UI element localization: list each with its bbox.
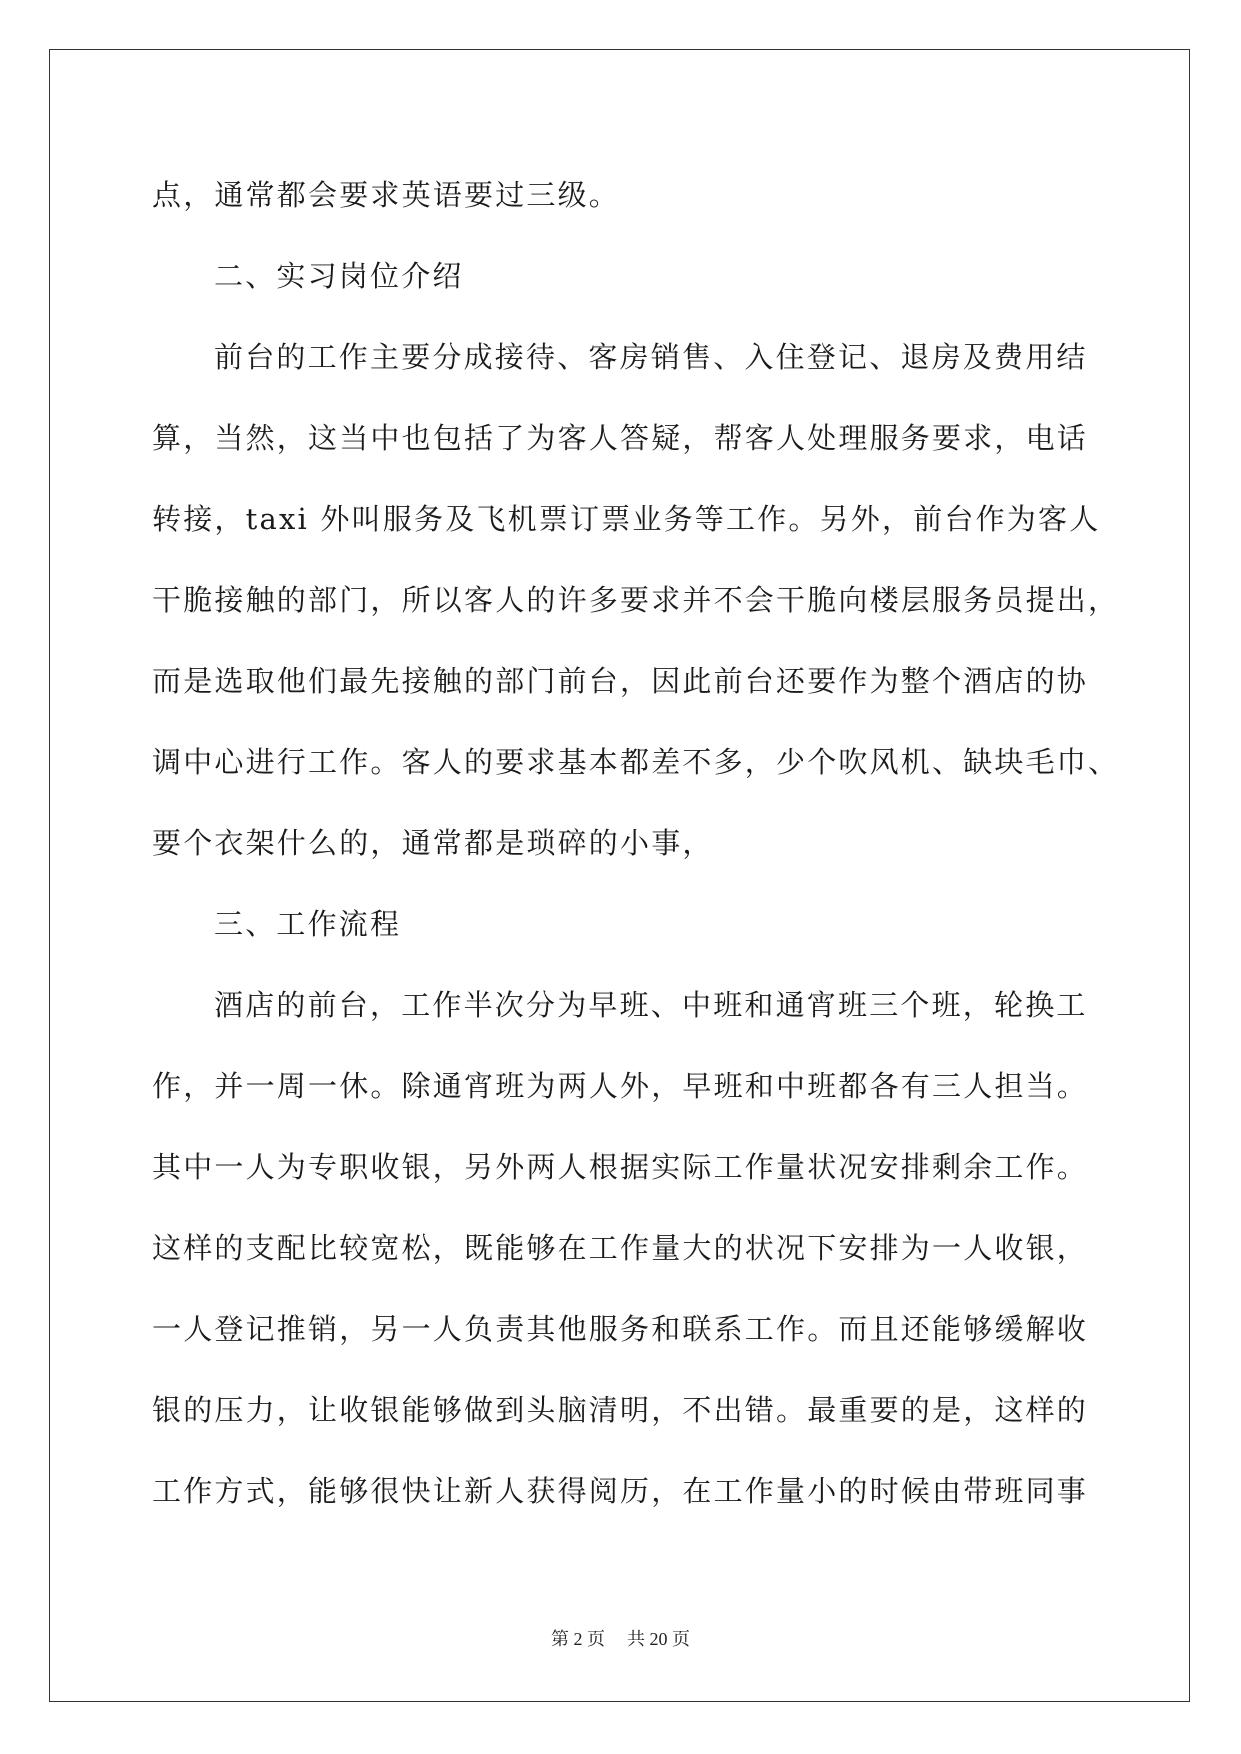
text-line: 点，通常都会要求英语要过三级。 bbox=[152, 178, 621, 212]
text-line: 而是选取他们最先接触的部门前台，因此前台还要作为整个酒店的协 bbox=[152, 664, 1089, 698]
text-line: 酒店的前台，工作半次分为早班、中班和通宵班三个班，轮换工 bbox=[214, 988, 1088, 1022]
text-line: 工作方式，能够很快让新人获得阅历，在工作量小的时候由带班同事 bbox=[152, 1474, 1089, 1508]
total-pages: 共 20 页 bbox=[627, 1629, 690, 1649]
text-line: 银的压力，让收银能够做到头脑清明，不出错。最重要的是，这样的 bbox=[152, 1393, 1089, 1427]
text-line: 算，当然，这当中也包括了为客人答疑，帮客人处理服务要求，电话 bbox=[152, 421, 1089, 455]
text-line: 作，并一周一休。除通宵班为两人外，早班和中班都各有三人担当。 bbox=[152, 1069, 1089, 1103]
text-line: 转接，taxi 外叫服务及飞机票订票业务等工作。另外，前台作为客人 bbox=[152, 502, 1101, 536]
text-line: 其中一人为专职收银，另外两人根据实际工作量状况安排剩余工作。 bbox=[152, 1150, 1089, 1184]
page-number: 第 2 页 bbox=[551, 1629, 605, 1649]
section-heading: 三、工作流程 bbox=[214, 907, 402, 941]
document-body bbox=[152, 155, 1120, 1532]
page-footer bbox=[0, 1625, 1241, 1651]
text-line: 一人登记推销，另一人负责其他服务和联系工作。而且还能够缓解收 bbox=[152, 1312, 1089, 1346]
text-line: 要个衣架什么的，通常都是琐碎的小事， bbox=[152, 826, 714, 860]
text-line: 前台的工作主要分成接待、客房销售、入住登记、退房及费用结 bbox=[214, 340, 1088, 374]
section-heading: 二、实习岗位介绍 bbox=[214, 259, 464, 293]
text-line: 干脆接触的部门，所以客人的许多要求并不会干脆向楼层服务员提出， bbox=[152, 583, 1120, 617]
text-line: 调中心进行工作。客人的要求基本都差不多，少个吹风机、缺块毛巾、 bbox=[152, 745, 1120, 779]
text-line: 这样的支配比较宽松，既能够在工作量大的状况下安排为一人收银， bbox=[152, 1231, 1089, 1265]
